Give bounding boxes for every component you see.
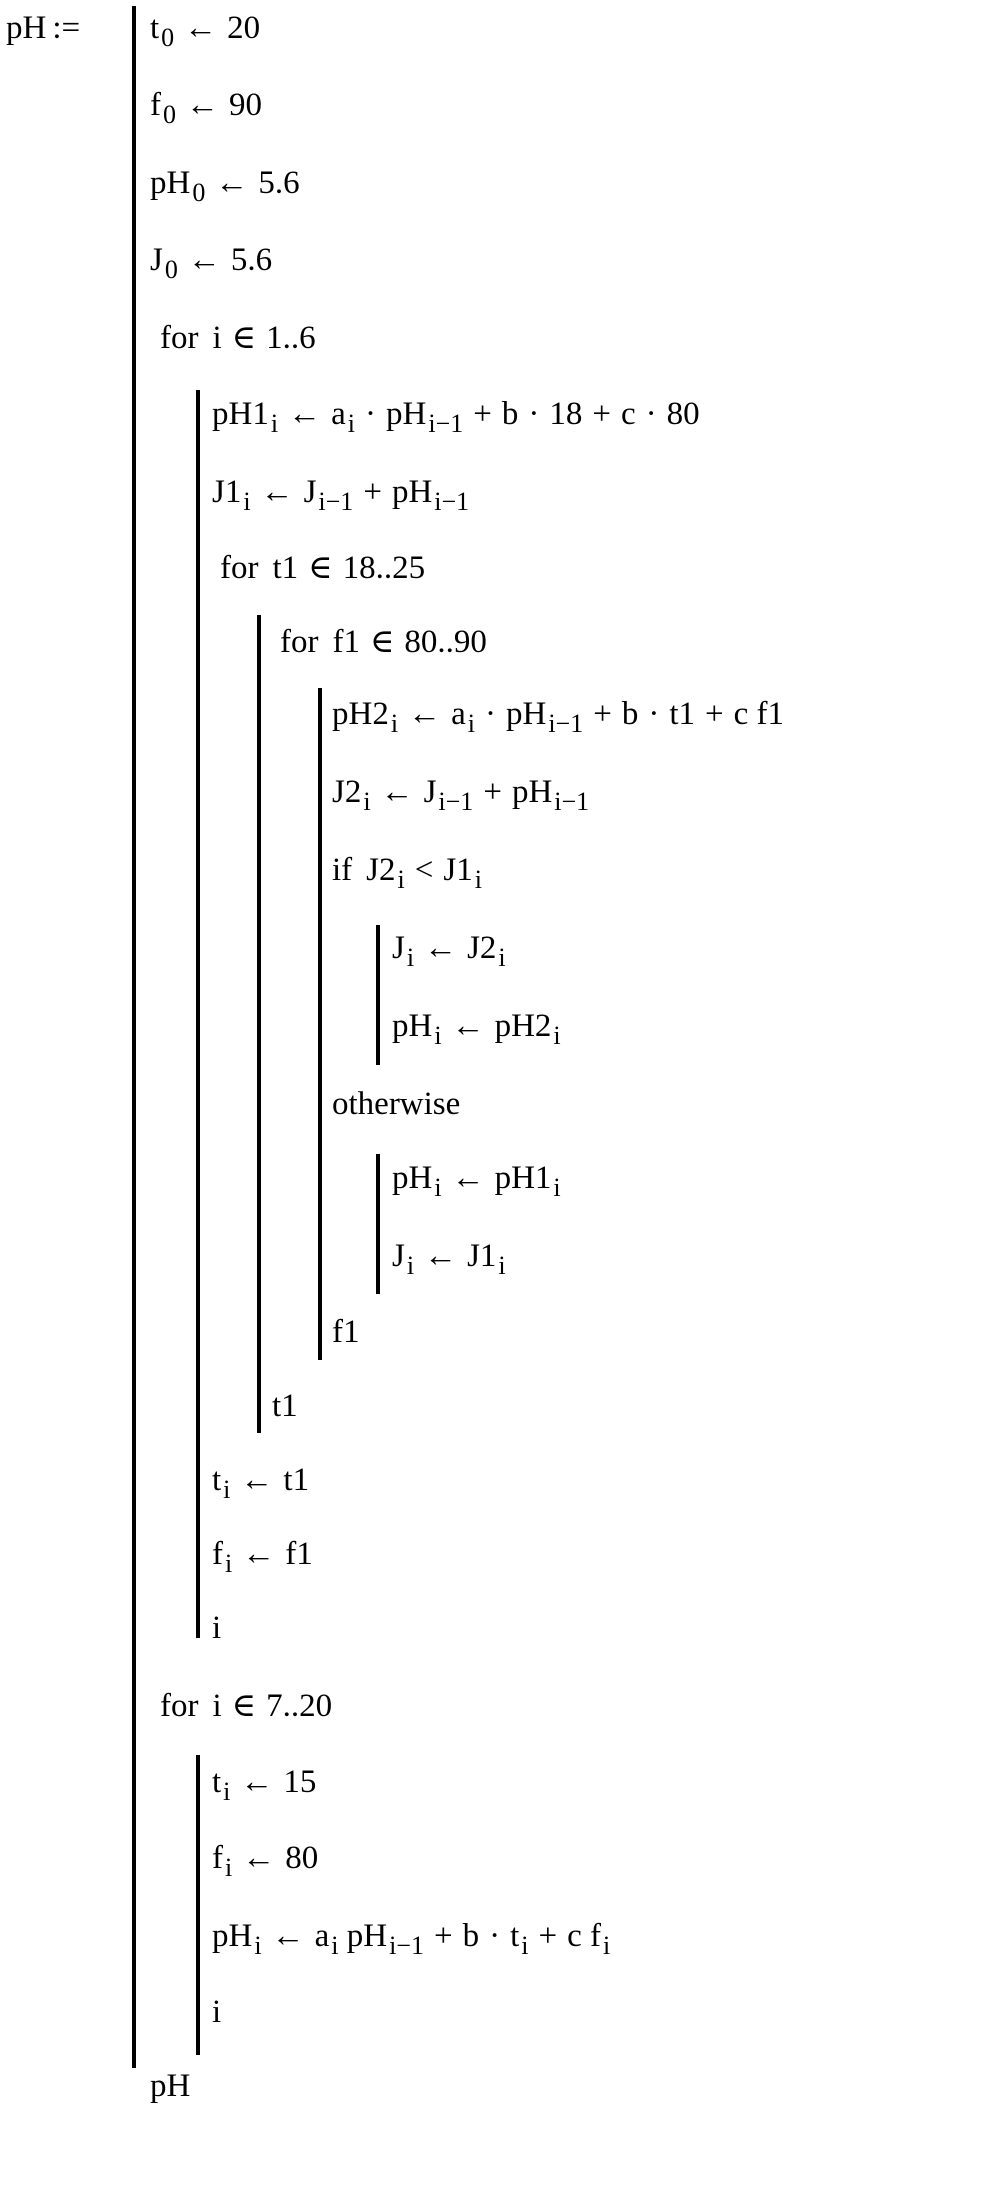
if-branch-pH-assignment: $pH_i$ ← $pH2_i$: [392, 1008, 561, 1050]
loop1-t-assignment: $t_i$ ← t1: [212, 1462, 310, 1504]
init-line-t0: $t_0$ ← 20: [150, 10, 261, 52]
program-bar-if-branch: [376, 925, 380, 1065]
if-condition: if $J2_i < J1_i$: [332, 852, 482, 894]
definition-name: pH: [6, 10, 47, 46]
loop-t1-header: for t1 ∈ 18..25: [220, 550, 426, 586]
program-bar-loop2: [196, 1755, 200, 2055]
if-branch-J-assignment: $J_i$ ← $J2_i$: [392, 930, 506, 972]
program-bar-otherwise-branch: [376, 1154, 380, 1294]
loop1-header: for i ∈ 1..6: [160, 320, 316, 356]
loop-t1-return: t1: [272, 1388, 298, 1424]
init-line-pH0: $pH_0$ ← 5.6: [150, 165, 300, 207]
loop2-return: i: [212, 1994, 222, 2030]
init-line-f0: $f_0$ ← 90: [150, 87, 262, 129]
loop1-return: i: [212, 1610, 222, 1646]
loop-f1-pH2-assignment: $pH2_i$ ← $a_i \cdot pH_{i-1} + b \cdot t1 + c$ f1: [332, 696, 785, 738]
loop1-J1-assignment: $J1_i$ ← $J_{i-1} + pH_{i-1}$: [212, 474, 470, 516]
loop2-header: for i ∈ 7..20: [160, 1688, 333, 1724]
loop2-pH-assignment: $pH_i$ ← $a_i$ $pH_{i-1} + b \cdot t_i + c$ $f_i$: [212, 1918, 611, 1960]
loop1-pH1-assignment: $pH1_i$ ← $a_i \cdot pH_{i-1} + b \cdot 18 + c \cdot 80$: [212, 396, 700, 438]
otherwise-branch-pH-assignment: $pH_i$ ← $pH1_i$: [392, 1160, 561, 1202]
program-return: pH: [150, 2068, 191, 2104]
loop2-f-assignment: $f_i$ ← 80: [212, 1840, 319, 1882]
otherwise-keyword: otherwise: [332, 1086, 461, 1122]
program-bar-main: [132, 6, 136, 2068]
otherwise-branch-J-assignment: $J_i$ ← $J1_i$: [392, 1238, 506, 1280]
loop-f1-J2-assignment: $J2_i$ ← $J_{i-1} + pH_{i-1}$: [332, 774, 590, 816]
definition-line: [6, 8, 104, 48]
init-line-J0: $J_0$ ← 5.6: [150, 242, 273, 284]
loop1-f-assignment: $f_i$ ← f1: [212, 1536, 313, 1578]
loop-f1-return: f1: [332, 1314, 360, 1350]
assign-operator: :=: [52, 10, 81, 46]
program-bar-loop-f1: [318, 688, 322, 1360]
loop2-t-assignment: $t_i$ ← 15: [212, 1764, 317, 1806]
loop-f1-header: for f1 ∈ 80..90: [280, 624, 487, 660]
program-bar-loop-t1: [257, 615, 261, 1433]
program-bar-loop1: [196, 390, 200, 1638]
